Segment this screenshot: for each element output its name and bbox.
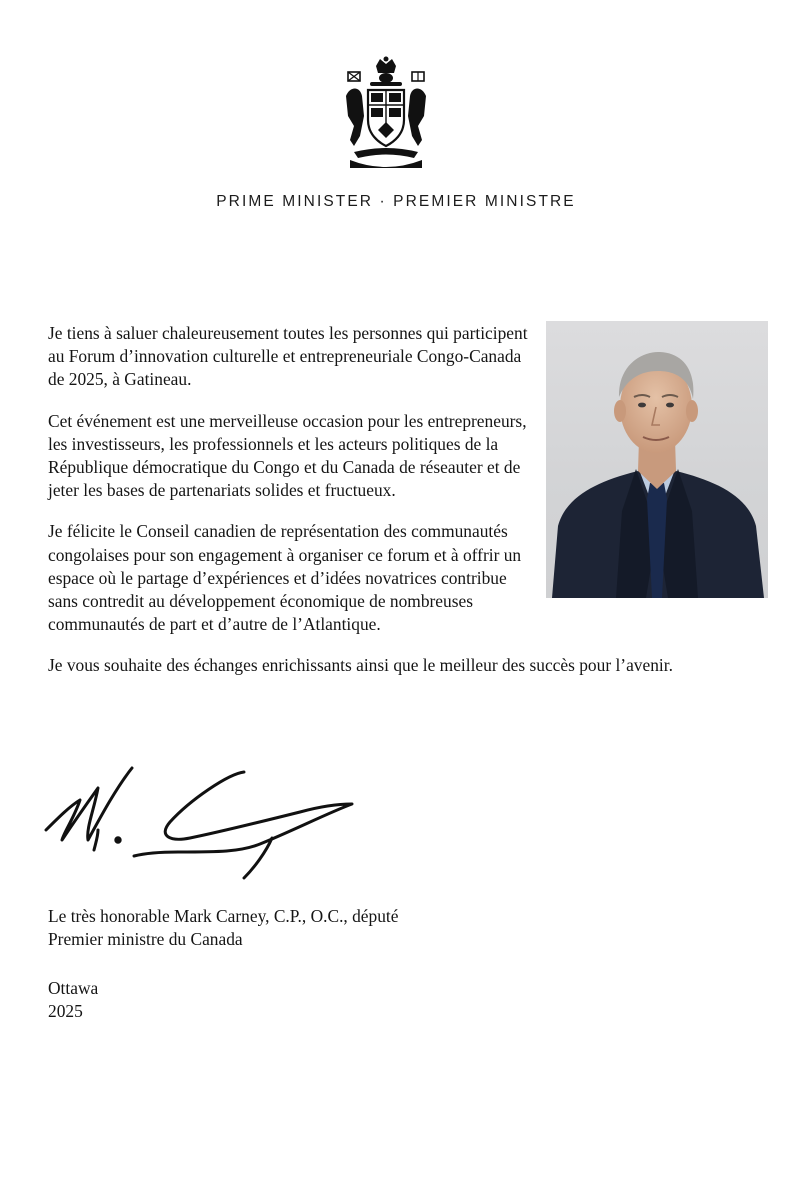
handwritten-signature	[40, 760, 360, 885]
paragraph-1: Je tiens à saluer chaleureusement toutes les personnes qui participent au Forum d’innovation culturelle et entrepreneuriale Congo-Canada de 2025, à Gatineau.	[48, 323, 528, 390]
signer-name: Le très honorable Mark Carney, C.P., O.C., député	[48, 906, 399, 926]
letter-body	[48, 322, 768, 696]
paragraph-2: Cet événement est une merveilleuse occasion pour les entrepreneurs, les investisseurs, les professionnels et les acteurs politiques de la République démocratique du Congo et du Canada de réseauter et de jeter les bases de partenariats solides et fructueux.	[48, 410, 527, 501]
paragraph-4: Je vous souhaite des échanges enrichissants ainsi que le meilleur des succès pour l’avenir.	[48, 655, 673, 676]
portrait-photo	[546, 321, 768, 598]
signer-title: Premier ministre du Canada	[48, 929, 243, 950]
place-date-block	[48, 977, 98, 1023]
office-title: PRIME MINISTER · PREMIER MINISTRE	[216, 193, 576, 210]
signer-block	[48, 905, 398, 951]
paragraph-3: Je félicite le Conseil canadien de représentation des communautés congolaises pour son engagement à organiser ce forum et à offrir un espace où le partage d’expériences et d’idées novatrices contribue sans contredit au développement économique de nombreuses communautés de part et d’autre de l’Atlantique.	[48, 521, 522, 635]
year: 2025	[48, 1001, 83, 1022]
coat-of-arms-icon	[340, 56, 432, 170]
city: Ottawa	[48, 978, 99, 998]
